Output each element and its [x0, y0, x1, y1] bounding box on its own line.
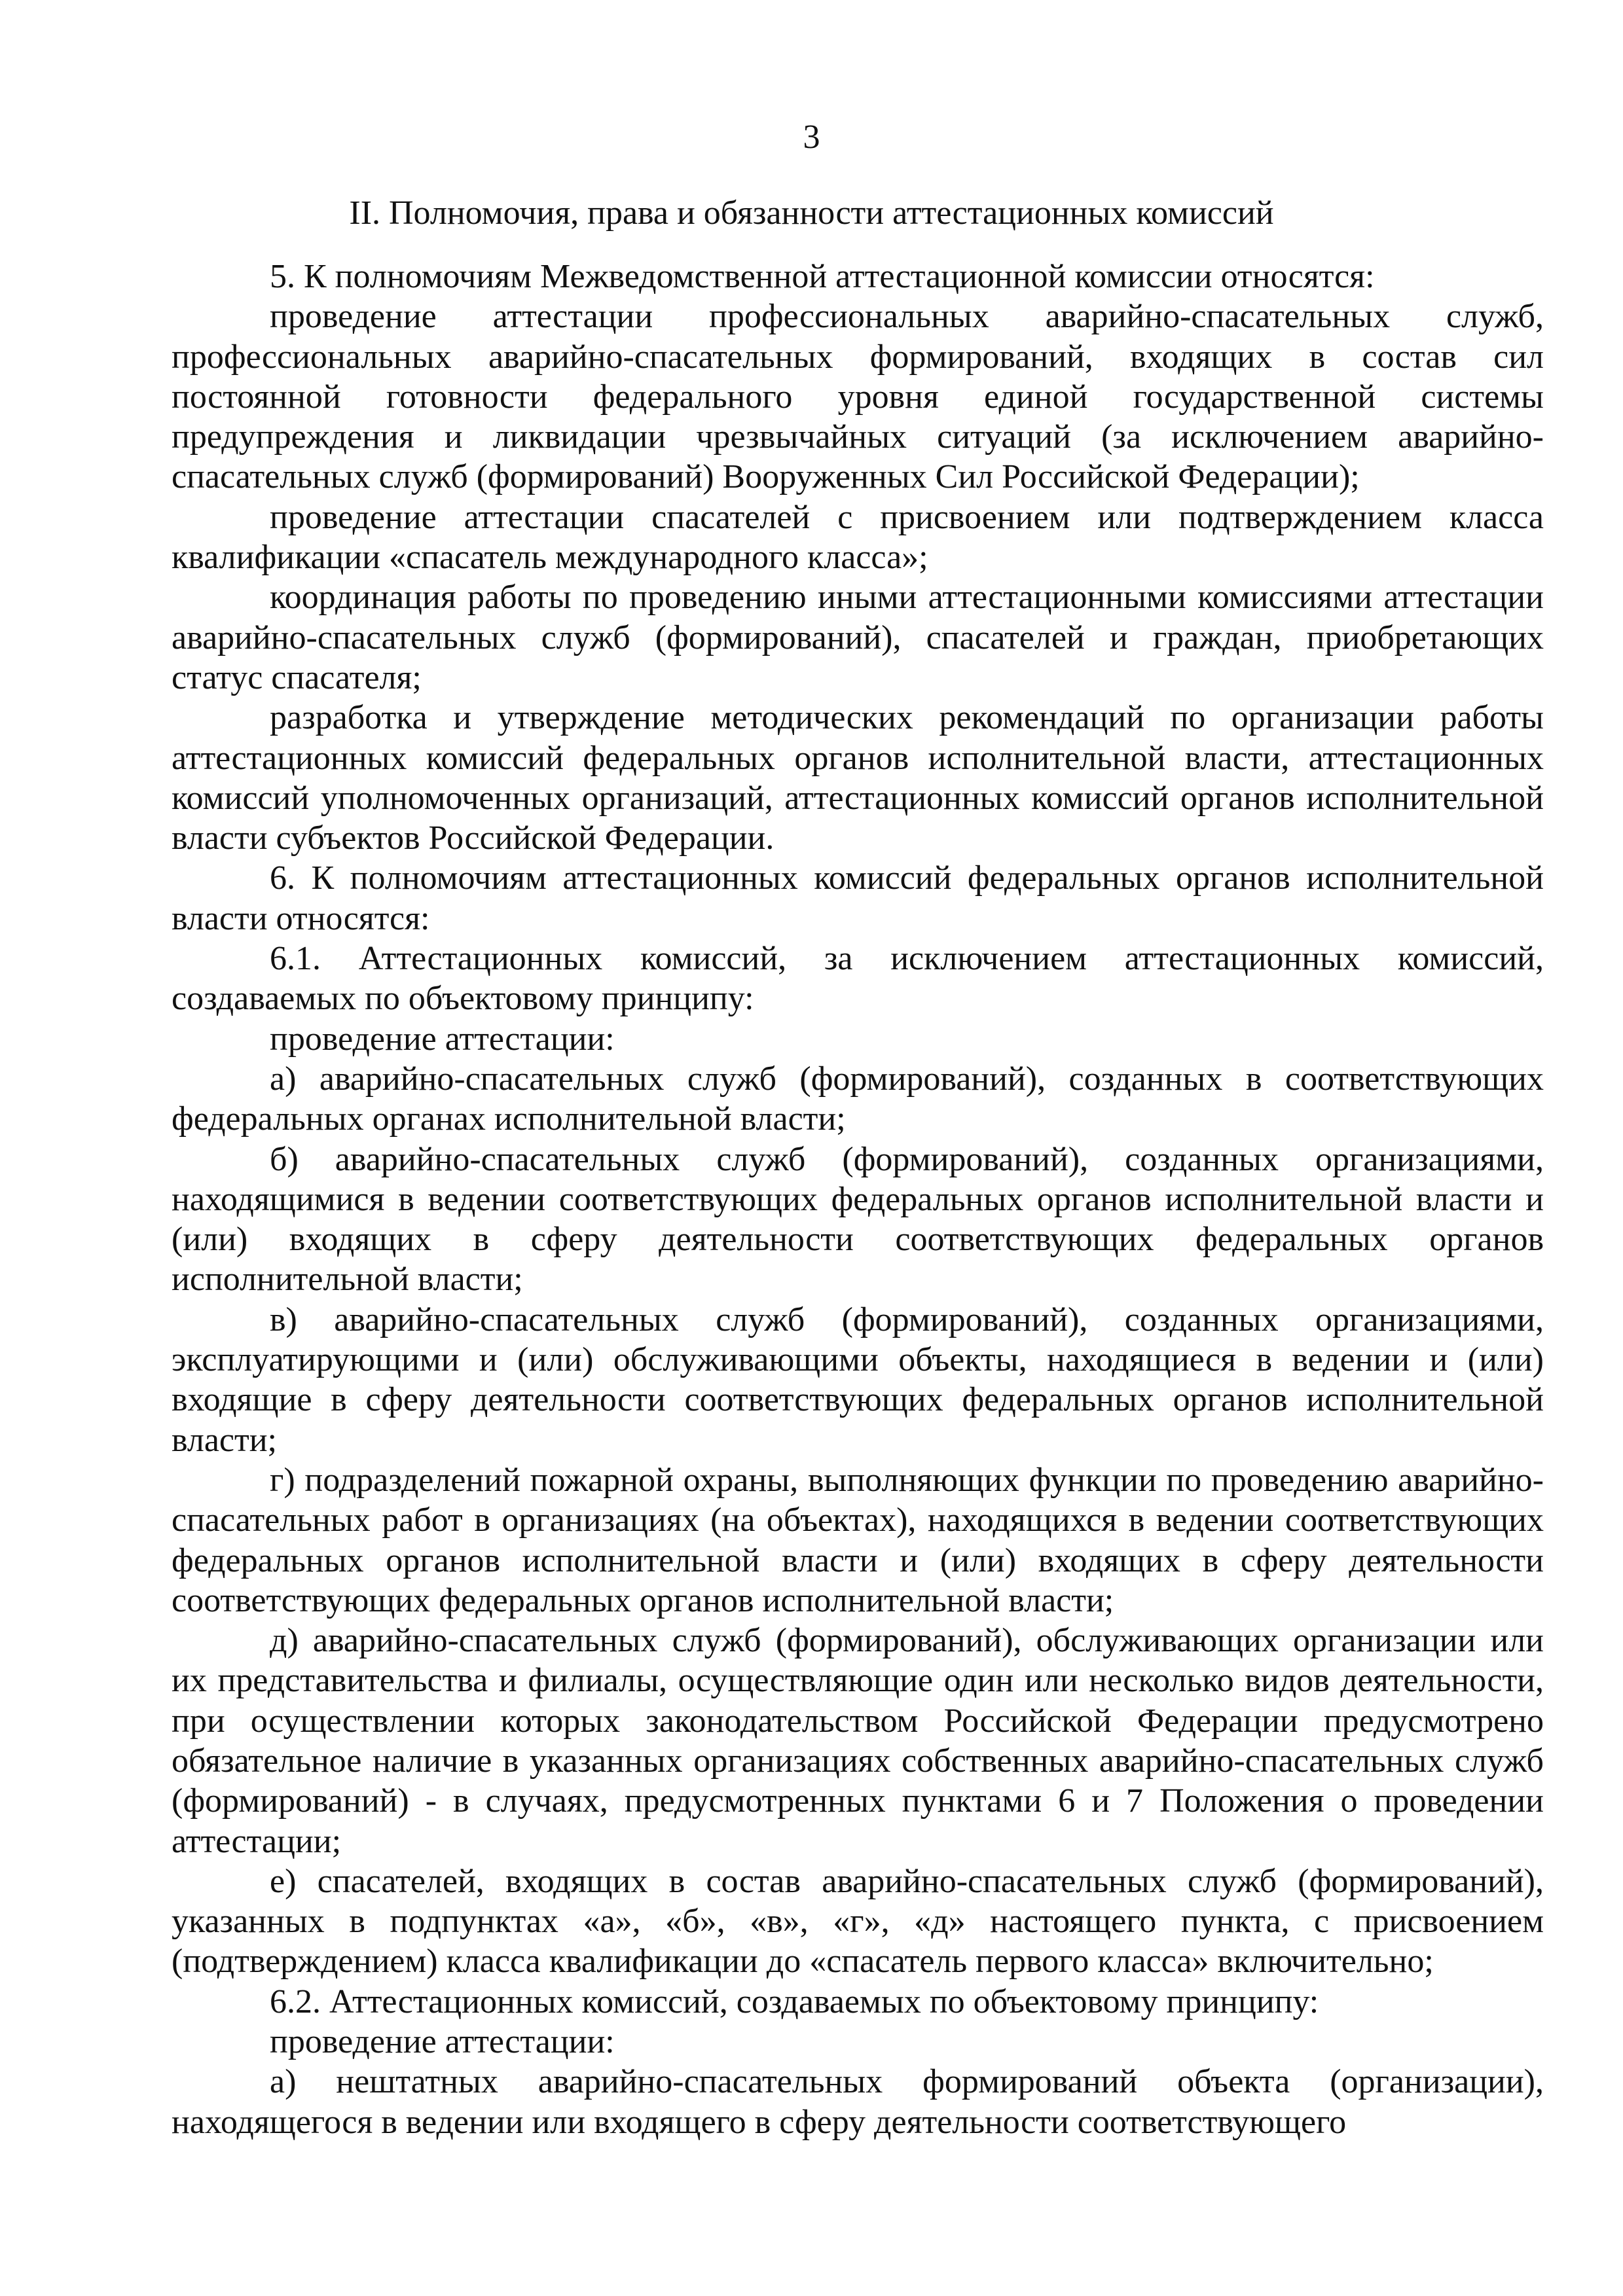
- list-item-d: д) аварийно-спасательных служб (формирований), обслуживающих организации или их представительства и филиалы, осуществляющие один или несколько видов деятельности, при осуществлении которых законодательством Российской Федерации предусмотрено обязательное наличие в указанных организациях собственных аварийно-спасательных служб (формирований) - в случаях, предусмотренных пунктами 6 и 7 Положения о проведении аттестации;: [172, 1622, 1544, 1860]
- section-title: II. Полномочия, права и обязанности аттестационных комиссий: [349, 194, 1274, 232]
- paragraph: проведение аттестации:: [270, 1020, 615, 1058]
- list-item-b: б) аварийно-спасательных служб (формирований), созданных организациями, находящимися в ведении соответствующих федеральных органов исполнительной власти и (или) входящих в сферу деятельности соответствующих федеральных органов исполнительной власти;: [172, 1140, 1544, 1299]
- paragraph-6-1: 6.1. Аттестационных комиссий, за исключением аттестационных комиссий, создаваемых по объектовому принципу:: [172, 940, 1544, 1018]
- paragraph-5: 5. К полномочиям Межведомственной аттестационной комиссии относятся:: [270, 258, 1375, 295]
- list-item-e: е) спасателей, входящих в состав аварийно-спасательных служб (формирований), указанных в подпунктах «а», «б», «в», «г», «д» настоящего пункта, с присвоением (подтверждением) класса квалификации до «спасатель первого класса» включительно;: [172, 1862, 1544, 1981]
- paragraph: проведение аттестации профессиональных аварийно-спасательных служб, профессиональных аварийно-спасательных формирований, входящих в состав сил постоянной готовности федерального уровня единой государственной системы предупреждения и ликвидации чрезвычайных ситуаций (за исключением аварийно-спасательных служб (формирований) Вооруженных Сил Российской Федерации);: [172, 298, 1544, 496]
- list-item-a: а) аварийно-спасательных служб (формирований), созданных в соответствующих федеральных органах исполнительной власти;: [172, 1060, 1544, 1138]
- paragraph: координация работы по проведению иными аттестационными комиссиями аттестации аварийно-спасательных служб (формирований), спасателей и граждан, приобретающих статус спасателя;: [172, 579, 1544, 696]
- paragraph: проведение аттестации:: [270, 2023, 615, 2061]
- paragraph-6: 6. К полномочиям аттестационных комиссий федеральных органов исполнительной власти относятся:: [172, 859, 1544, 937]
- page-number: 3: [803, 118, 820, 156]
- list-item-g: г) подразделений пожарной охраны, выполняющих функции по проведению аварийно-спасательных работ в организациях (на объектах), находящихся в ведении соответствующих федеральных органов исполнительной власти и (или) входящих в сферу деятельности соответствующих федеральных органов исполнительной власти;: [172, 1461, 1544, 1619]
- list-item-a: а) нештатных аварийно-спасательных формирований объекта (организации), находящегося в ведении или входящего в сферу деятельности соответствующего: [172, 2063, 1544, 2141]
- document-body: [172, 257, 1544, 2142]
- paragraph-6-2: 6.2. Аттестационных комиссий, создаваемых по объектовому принципу:: [270, 1982, 1319, 2020]
- list-item-v: в) аварийно-спасательных служб (формирований), созданных организациями, эксплуатирующими и (или) обслуживающими объекты, находящиеся в ведении и (или) входящие в сферу деятельности соответствующих федеральных органов исполнительной власти;: [172, 1300, 1544, 1459]
- paragraph: проведение аттестации спасателей с присвоением или подтверждением класса квалификации «спасатель международного класса»;: [172, 498, 1544, 577]
- paragraph: разработка и утверждение методических рекомендаций по организации работы аттестационных комиссий федеральных органов исполнительной власти, аттестационных комиссий уполномоченных организаций, аттестационных комиссий органов исполнительной власти субъектов Российской Федерации.: [172, 699, 1544, 857]
